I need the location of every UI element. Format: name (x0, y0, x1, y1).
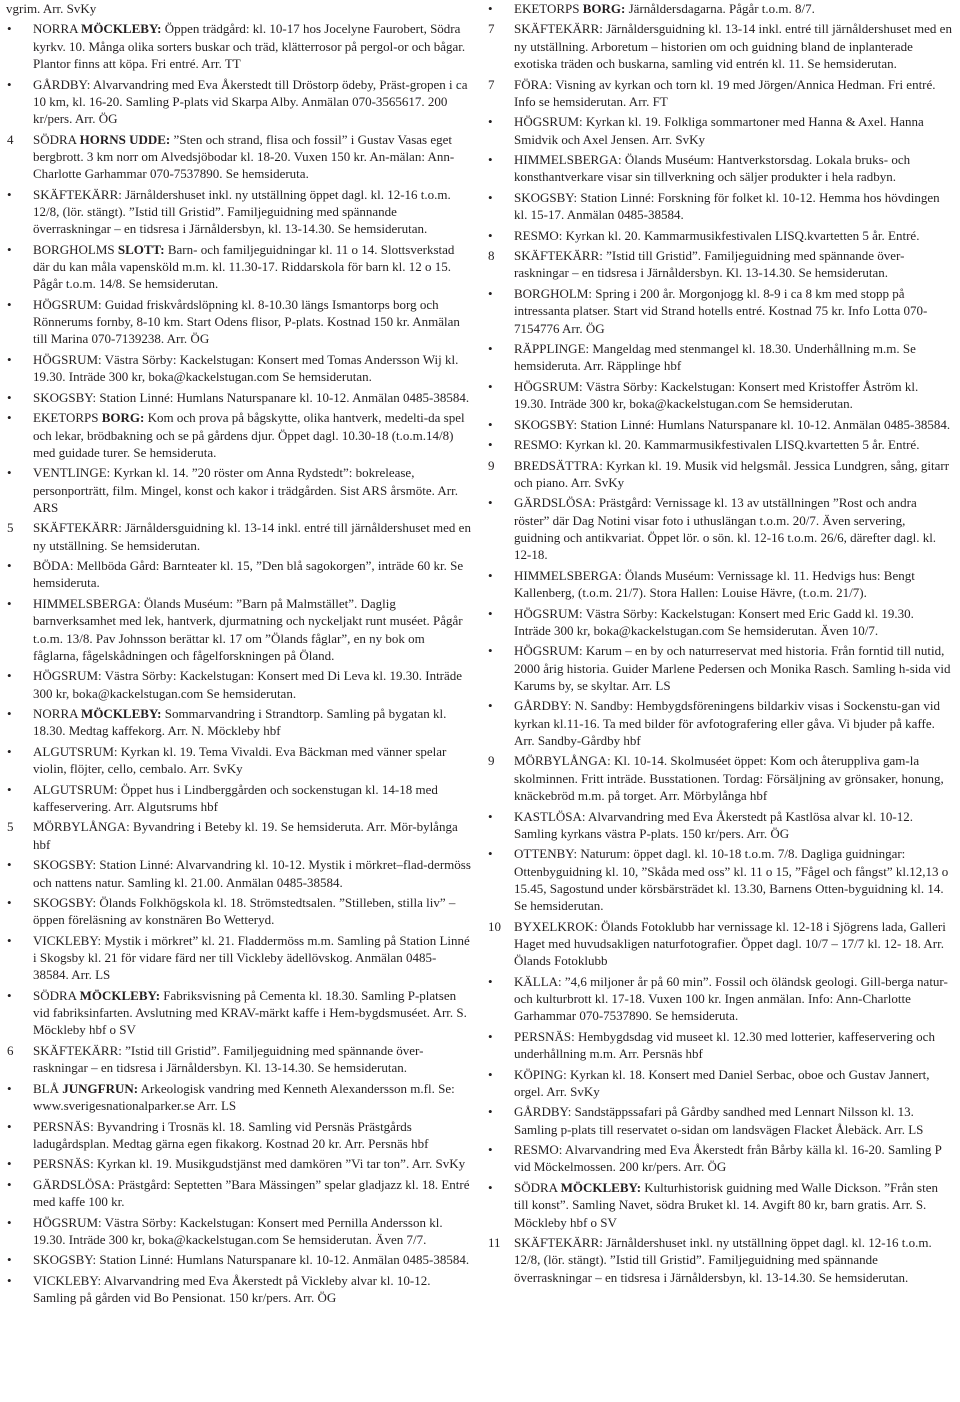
bullet-marker: • (488, 846, 493, 862)
event-entry (6, 241, 472, 293)
bullet-marker: • (7, 781, 12, 797)
bullet-marker: • (488, 973, 493, 989)
event-entry (487, 973, 953, 1025)
event-entry (6, 1155, 472, 1172)
place-name-bold: BORG: (101, 410, 145, 426)
event-text (514, 494, 953, 563)
event-text (514, 1103, 953, 1138)
event-text-part: SKÄFTEKÄRR: Järnåldershuset inkl. ny utställning öppet dagl. kl. 12-16 t.o.m. 12/8, (lör. stängt). ”Istid till Gristid”. Familjeguidning med spännande överraskningar – en tidsresa i Järnåldersbyn, kl. 13-14.30. Se hemsiderutan. (33, 186, 451, 237)
event-text-part: SÖDRA (33, 987, 80, 1003)
event-text-part: BÖDA: Mellböda Gård: Barnteater kl. 15, ”Den blå sagokorgen”, inträde 60 kr. Se hemsideruta. (33, 558, 464, 591)
event-text (33, 856, 472, 891)
date-marker: 10 (488, 918, 501, 934)
date-marker: 8 (488, 248, 495, 264)
event-entry (487, 457, 953, 492)
event-text (514, 808, 953, 843)
bullet-marker: • (488, 1066, 493, 1082)
date-marker: 9 (488, 753, 495, 769)
event-entry (6, 856, 472, 891)
event-entry (6, 894, 472, 929)
event-text (33, 1118, 472, 1153)
place-name-bold: BORG: (582, 1, 626, 16)
event-text (514, 436, 953, 453)
event-text-part: EKETORPS (33, 410, 102, 426)
event-entry (487, 642, 953, 694)
bullet-marker: • (7, 1252, 12, 1268)
event-text-part: RESMO: Kyrkan kl. 20. Kammarmusikfestivalen LISQ.kvartetten 5 år. Entré. (514, 227, 920, 243)
event-text-part: HÖGSRUM: Kyrkan kl. 19. Folkliga sommartoner med Hanna & Axel. Hanna Smidvik och Axel Jensen. Arr. SvKy (514, 114, 924, 147)
bullet-marker: • (488, 378, 493, 394)
event-entry (6, 464, 472, 516)
event-entry (487, 340, 953, 375)
event-text-part: BORGHOLM: Spring i 200 år. Morgonjogg kl. 8-9 i ca 8 km med stopp på intressanta platser. Start vid Strand hotells entré. Kostnad 75 kr. Info Lotta 070-7154776 Arr. ÖG (514, 285, 928, 336)
event-text-part: HÖGSRUM: Västra Sörby: Kackelstugan: Konsert med Tomas Andersson Wij kl. 19.30. Inträde 300 kr, boka@kackelstugan.com Se hemsiderutan. (33, 351, 459, 385)
event-entry (6, 557, 472, 592)
bullet-marker: • (7, 987, 12, 1003)
bullet-marker: • (488, 189, 493, 205)
event-text (33, 296, 472, 348)
event-entry (487, 1141, 953, 1176)
event-text (33, 987, 472, 1039)
bullet-marker: • (488, 1, 493, 16)
event-text-part: FÖRA: Visning av kyrkan och torn kl. 19 med Jörgen/Annica Hedman. Fri entré. Info se hemsiderutan. Arr. FT (514, 76, 936, 109)
bullet-marker: • (7, 932, 12, 948)
event-text (514, 76, 953, 111)
bullet-marker: • (7, 1118, 12, 1134)
event-text-part: GÅRDBY: N. Sandby: Hembygdsföreningens bildarkiv visas i Sockenstu-gan vid kyrkan kl.11-16. Ta med bilder för avfotografering eller gåva. Vi bjuder på kaffe. Arr. Sandby-Gårdby hbf (514, 698, 940, 748)
bullet-marker: • (7, 410, 12, 426)
event-entry (6, 987, 472, 1039)
event-entry (487, 76, 953, 111)
event-text (33, 1251, 472, 1268)
date-marker: 11 (488, 1235, 501, 1251)
bullet-marker: • (7, 465, 12, 481)
event-text (514, 1066, 953, 1101)
bullet-marker: • (7, 1272, 12, 1288)
event-entry (6, 743, 472, 778)
event-entry (487, 1103, 953, 1138)
event-text-part: GÄRDSLÖSA: Prästgård: Vernissage kl. 13 av utställningen ”Rost och andra röster” där Dag Notini visar foto i uthuslängan t.o.m. 20/7. Även servering, guidning och antikvariat. Öppet lör. o sön. kl. 12-16 t.o.m. 26/6, därefter dagl. kl. 12-18. (514, 495, 937, 563)
event-text-part: HIMMELSBERGA: Ölands Muséum: ”Barn på Malmstället”. Daglig barnverksamhet med lek, hantverk, djurmatning och nyckeljakt runt muséet. Pågår t.o.m. 13/8. Pav Johnsson berättar kl. 17 om ”Ölands fåglar”, en ny bok om fåglarna, fågelskådningen och fågelforskningen på Öland. (33, 595, 463, 663)
bullet-marker: • (7, 558, 12, 574)
event-text-part: SKOGSBY: Ölands Folkhögskola kl. 18. Strömstedtsalen. ”Stilleben, stilla liv” – öppen föreläsning av konstnären Bo Wetteryd. (33, 895, 456, 928)
event-text (514, 845, 953, 914)
event-text (514, 151, 953, 186)
event-text-part: SKOGSBY: Station Linné: Humlans Naturspanare kl. 10-12. Anmälan 0485-38584. (514, 416, 951, 432)
event-entry (487, 808, 953, 843)
event-text (514, 752, 953, 804)
event-text-part: Sommarvandring i Strandtorp. Samling på bygatan kl. 18.30. Medtag kaffekorg. Arr. N. Möckleby hbf (33, 706, 447, 739)
event-text (33, 1272, 472, 1307)
bullet-marker: • (7, 895, 12, 910)
left-column (6, 0, 472, 1310)
event-text-part: SKÄFTEKÄRR: ”Istid till Gristid”. Familjeguidning med spännande över-raskningar – en tidsresa i Järnåldersbyn. Kl. 13-14.30. Se hemsiderutan. (33, 1042, 424, 1076)
bullet-marker: • (7, 706, 12, 722)
event-text (514, 1179, 953, 1231)
event-text-part: VICKLEBY: Alvarvandring med Eva Åkerstedt på Vickleby alvar kl. 10-12. Samling på gården vid Bo Pensionat. 150 kr/pers. Arr. ÖG (33, 1272, 431, 1306)
place-name-bold: HORNS UDDE: (79, 131, 171, 147)
event-text-part: HÖGSRUM: Västra Sörby: Kackelstugan: Konsert med Kristoffer Åström kl. 19.30. Inträde 300 kr, boka@kackelstugan.com Se hemsiderutan. (514, 378, 919, 412)
event-entry (6, 595, 472, 664)
event-text-part: PERSNÄS: Hembygdsdag vid museet kl. 12.30 med lotterier, kaffeservering och underhållning m.m. Arr. Persnäs hbf (514, 1028, 935, 1062)
event-entry (6, 389, 472, 406)
event-text-part: Öppen trädgård: kl. 10-17 hos Jocelyne Faurobert, Södra kyrkv. 10. Många olika sorters buskar och träd, klätterrosor på pergol-or och bågar. Plantor finns att köpa. Fri entré. Arr. TT (33, 21, 466, 72)
event-text-part: HIMMELSBERGA: Ölands Muséum: Vernissage kl. 11. Hedvigs hus: Bengt Kallenberg, (t.o.m. 21/7). Stora Hallen: Louise Hävre, (t.o.m. 21/7). (514, 567, 915, 601)
event-text (514, 340, 953, 375)
event-text (33, 705, 472, 740)
event-text-part: RÄPPLINGE: Mangeldag med stenmangel kl. 18.30. Underhållning m.m. Se hemsideruta. Arr. Räpplinge hbf (514, 341, 916, 374)
event-text-part: SÖDRA (33, 131, 80, 147)
event-entry (487, 285, 953, 337)
event-entry (6, 409, 472, 461)
event-entry (6, 667, 472, 702)
bullet-marker: • (488, 437, 493, 453)
event-text (514, 567, 953, 602)
event-text (33, 186, 472, 238)
bullet-marker: • (488, 227, 493, 243)
bullet-marker: • (7, 743, 12, 759)
date-marker: 6 (7, 1042, 14, 1058)
event-text-part: Järnåldersdagarna. Pågår t.o.m. 8/7. (625, 1, 815, 16)
event-entry (487, 247, 953, 282)
bullet-marker: • (488, 698, 493, 714)
event-text (514, 378, 953, 413)
event-entry (487, 378, 953, 413)
bullet-marker: • (488, 341, 493, 357)
event-text-part: SKOGSBY: Station Linné: Forskning för folket kl. 10-12. Hemma hos hövdingen kl. 15-17. Anmälan 0485-38584. (514, 189, 940, 223)
event-text (33, 743, 472, 778)
event-text-part: ”Sten och strand, flisa och fossil” i Gustav Vasas eget bergbrott. 3 km norr om Alvedsjöbodar kl. 18-20. Vuxen 150 kr. An-mälan: Ann-Charlotte Garhammar 070-7537890. Se hemsideruta. (33, 131, 455, 182)
event-text-part: MÖRBYLÅNGA: Byvandring i Beteby kl. 19. Se hemsideruta. Arr. Mör-bylånga hbf (33, 819, 458, 852)
event-entry (6, 20, 472, 72)
event-text (514, 1028, 953, 1063)
event-entry (6, 76, 472, 128)
event-entry (6, 1080, 472, 1115)
event-text-part: ALGUTSRUM: Öppet hus i Lindberggården och sockenstugan kl. 14-18 med kaffeservering. Arr. Algutsrums hbf (33, 781, 438, 814)
place-name-bold: MÖCKLEBY: (81, 21, 162, 37)
event-text-part: HÖGSRUM: Guidad friskvårdslöpning kl. 8-10.30 längs Ismantorps borg och Rönnerums fornby, 8-10 km. Start Odens flisor, P-plats. Kostnad 150 kr. Anmälan till Marina 070-7139238. Arr. ÖG (33, 296, 460, 347)
event-entry (6, 1251, 472, 1268)
event-text (33, 595, 472, 664)
event-entry (487, 0, 953, 17)
event-entry (6, 131, 472, 183)
event-text-part: RESMO: Kyrkan kl. 20. Kammarmusikfestivalen LISQ.kvartetten 5 år. Entré. (514, 437, 920, 453)
event-entry (6, 186, 472, 238)
event-entry (487, 1066, 953, 1101)
event-text (33, 389, 472, 406)
bullet-marker: • (488, 1028, 493, 1044)
event-text-part: GÄRDSLÖSA: Prästgård: Septetten ”Bara Mässingen” spelar gladjazz kl. 18. Entré med kaffe 100 kr. (33, 1176, 470, 1210)
bullet-marker: • (7, 21, 12, 37)
event-text (514, 20, 953, 72)
event-entry (6, 781, 472, 816)
bullet-marker: • (488, 643, 493, 659)
event-text-part: NORRA (33, 21, 82, 37)
event-text (514, 918, 953, 970)
event-text (33, 241, 472, 293)
event-entry (487, 752, 953, 804)
event-text (33, 131, 472, 183)
bullet-marker: • (7, 1156, 12, 1172)
event-text (33, 20, 472, 72)
event-text (514, 1234, 953, 1286)
event-entry (487, 189, 953, 224)
event-text (514, 113, 953, 148)
bullet-marker: • (7, 1080, 12, 1096)
bullet-marker: • (7, 857, 12, 873)
event-text (33, 519, 472, 554)
event-text (33, 1080, 472, 1115)
event-entry (6, 1272, 472, 1307)
event-text-part: SÖDRA (514, 1179, 561, 1195)
bullet-marker: • (7, 186, 12, 202)
bullet-marker: • (488, 605, 493, 621)
event-entry (6, 705, 472, 740)
event-text-part: Kom och prova på bågskytte, olika hantverk, medelti-da spel och lekar, brödbakning och se på gårdens djur. Öppet dagl. 10.30-18 (t.o.m.14/8) med guidade turer. Se hemsideruta. (33, 410, 465, 460)
event-text-part: Fabriksvisning på Cementa kl. 18.30. Samling P-platsen vid fabriksinfarten. Avslutning med KRAV-märkt kaffe i Hem-bygdsmuséet. Arr. S. Möckleby hbf o SV (33, 987, 467, 1038)
event-text-part: HÖGSRUM: Västra Sörby: Kackelstugan: Konsert med Di Leva kl. 19.30. Inträde 300 kr, boka@kackelstugan.com Se hemsiderutan. (33, 668, 463, 701)
event-text (514, 605, 953, 640)
event-text (514, 189, 953, 224)
event-text-part: SKÄFTEKÄRR: ”Istid till Gristid”. Familjeguidning med spännande över-raskningar – en tidsresa i Järnåldersbyn. Kl. 13-14.30. Se hemsiderutan. (514, 248, 905, 281)
event-text-part: Arkeologisk vandring med Kenneth Alexandersson m.fl. Se: www.sverigesnationalparker.se Arr. LS (33, 1080, 455, 1114)
bullet-marker: • (7, 296, 12, 312)
place-name-bold: MÖCKLEBY: (560, 1179, 642, 1195)
date-marker: 7 (488, 76, 495, 92)
event-text (33, 667, 472, 702)
event-text (514, 697, 953, 749)
bullet-marker: • (7, 76, 12, 92)
event-text-part: Kulturhistorisk guidning med Walle Dickson. ”Från sten till konst”. Samling Navet, södra Bruket kl. 14. Avgift 80 kr, barn gratis. Arr. S. Möckleby hbf o SV (514, 1179, 938, 1230)
event-text (514, 1141, 953, 1176)
event-text-part: HIMMELSBERGA: Ölands Muséum: Hantverkstorsdag. Lokala bruks- och konsthantverkare visar sin tillverkning och säljer produkter i hela radbyn. (514, 152, 911, 185)
event-text-part: VENTLINGE: Kyrkan kl. 14. ”20 röster om Anna Rydstedt”: bokrelease, personporträtt, film. Mingel, konst och kakor i trädgården. Sist ARS årsmöte. Arr. ARS (33, 465, 458, 515)
event-text (33, 1042, 472, 1077)
event-text-part: GÅRDBY: Alvarvandring med Eva Åkerstedt till Dröstorp ödeby, Präst-gropen i ca 10 km, kl. 16-20. Samling P-plats vid Skarpa Alby. Anmälan 070-3565617. 200 kr/pers. Arr. ÖG (33, 76, 468, 127)
date-marker: 4 (7, 131, 14, 147)
event-text (33, 351, 472, 386)
event-text-part: SKOGSBY: Station Linné: Alvarvandring kl. 10-12. Mystik i mörkret–flad-dermöss och nattens natur. Samling kl. 21.00. Anmälan 0485-38584. (33, 857, 471, 890)
bullet-marker: • (488, 495, 493, 511)
event-text-part: MÖRBYLÅNGA: Kl. 10-14. Skolmuséet öppet: Kom och återuppliva gam-la skolminnen. Fritt inträde. Busstationen. Tordag: Försäljning av grönsaker, honung, knäckebröd m.m. på torget. Arr. Mörbylånga hbf (514, 753, 944, 804)
event-entry (487, 113, 953, 148)
event-text-part: VICKLEBY: Mystik i mörkret” kl. 21. Fladdermöss m.m. Samling på Station Linné i Skogsby kl. 21 för vidare färd ner till Vickleby ädellövskog. Anmälan 0485-38584. Arr. LS (33, 932, 470, 983)
event-entry (6, 818, 472, 853)
event-text (514, 0, 953, 17)
right-column (487, 0, 953, 1289)
bullet-marker: • (488, 152, 493, 168)
event-entry (487, 697, 953, 749)
date-marker: 5 (7, 819, 14, 835)
place-name-bold: SLOTT: (117, 241, 165, 257)
event-text-part: KÄLLA: ”4,6 miljoner år på 60 min”. Fossil och öländsk geologi. Gill-berga natur- och kulturbrott kl. 17-18. Vuxen 100 kr. Ingen anmälan. Info: Ann-Charlotte Garhammar 070-7537890. Se hemsideruta. (514, 973, 948, 1024)
event-entry (6, 519, 472, 554)
date-marker: 9 (488, 457, 495, 473)
bullet-marker: • (488, 285, 493, 301)
event-text-part: HÖGSRUM: Karum – en by och naturreservat med historia. Från forntid till nutid, 2000 årig historia. Guider Marlene Pedersen och Monika Rasch. Samling h-sida vid Karums by, se skyltar. Arr. LS (514, 643, 951, 693)
event-text (33, 781, 472, 816)
bullet-marker: • (7, 389, 12, 405)
event-entry (6, 351, 472, 386)
event-entry (487, 1028, 953, 1063)
event-text-part: RESMO: Alvarvandring med Eva Åkerstedt från Bårby källa kl. 16-20. Samling P vid Möckelmossen. 200 kr/pers. Arr. ÖG (514, 1142, 942, 1175)
event-text-part: KÖPING: Kyrkan kl. 18. Konsert med Daniel Serbac, oboe och Gustav Jannert, orgel. Arr. SvKy (514, 1066, 930, 1099)
event-entry (6, 932, 472, 984)
event-entry (6, 1214, 472, 1249)
date-marker: 7 (488, 21, 495, 37)
bullet-marker: • (488, 1104, 493, 1120)
event-entry (487, 20, 953, 72)
event-text-part: SKOGSBY: Station Linné: Humlans Naturspanare kl. 10-12. Anmälan 0485-38584. (33, 389, 470, 405)
event-text-part: BLÅ (33, 1080, 63, 1096)
event-entry (6, 1176, 472, 1211)
event-entry (487, 845, 953, 914)
event-text-part: SKOGSBY: Station Linné: Humlans Naturspanare kl. 10-12. Anmälan 0485-38584. (33, 1252, 470, 1268)
event-text (33, 932, 472, 984)
event-text (33, 557, 472, 592)
event-text-part: HÖGSRUM: Västra Sörby: Kackelstugan: Konsert med Pernilla Andersson kl. 19.30. Inträde 300 kr, boka@kackelstugan.com Se hemsiderutan. Även 7/7. (33, 1214, 443, 1247)
event-text-part: BREDSÄTTRA: Kyrkan kl. 19. Musik vid helgsmål. Jessica Lundgren, sång, gitarr och piano. Arr. SvKy (514, 457, 950, 490)
event-entry (487, 227, 953, 244)
bullet-marker: • (488, 114, 493, 130)
event-text-part: PERSNÄS: Byvandring i Trosnäs kl. 18. Samling vid Persnäs Prästgårds ladugårdsplan. Medtag gärna egen fikakorg. Kostnad 20 kr. Arr. Persnäs hbf (33, 1118, 429, 1151)
event-text-part: KASTLÖSA: Alvarvandring med Eva Åkerstedt på Kastlösa alvar kl. 10-12. Samling kyrkans västra P-plats. 150 kr/pers. Arr. ÖG (514, 808, 913, 841)
event-entry (487, 416, 953, 433)
event-text-part: Barn- och familjeguidningar kl. 11 o 14. Slottsverkstad där du kan måla vapensköld m.m. kl. 11.30-17. Riddarskola för barn kl. 12 o 15. Pågår t.o.m. 14/8. Se hemsiderutan. (33, 241, 455, 292)
event-text-part: EKETORPS (514, 1, 583, 16)
event-text (33, 1176, 472, 1211)
event-text-part: PERSNÄS: Kyrkan kl. 19. Musikgudstjänst med damkören ”Vi tar ton”. Arr. SvKy (33, 1156, 466, 1172)
event-text (514, 227, 953, 244)
event-text (514, 457, 953, 492)
event-text-part: SKÄFTEKÄRR: Järnåldersguidning kl. 13-14 inkl. entré till järnåldershuset med en ny utställning. Se hemsiderutan. (33, 520, 471, 553)
event-text (33, 1155, 472, 1172)
event-entry (487, 918, 953, 970)
event-entry (6, 296, 472, 348)
event-text-part: ALGUTSRUM: Kyrkan kl. 19. Tema Vivaldi. Eva Bäckman med vänner spelar violin, flöjter, cello, cembalo. Arr. SvKy (33, 743, 447, 777)
event-text (33, 818, 472, 853)
bullet-marker: • (7, 1176, 12, 1192)
event-text (514, 973, 953, 1025)
event-entry (487, 494, 953, 563)
event-text-part: SKÄFTEKÄRR: Järnåldershuset inkl. ny utställning öppet dagl. kl. 12-16 t.o.m. 12/8, (lör. stängt). ”Istid till Gristid”. Familjeguidning med spännande överraskningar – en tidsresa i Järnåldersbyn, kl. 13-14.30. Se hemsiderutan. (514, 1235, 932, 1285)
bullet-marker: • (7, 1214, 12, 1230)
event-text-part: SKÄFTEKÄRR: Järnåldersguidning kl. 13-14 inkl. entré till järnåldershuset med en ny utställning. Arboretum – historien om och guidning bland de inplanterade exotiska träden och buskarna, samling vid entrén kl. 11. Se hemsiderutan. (514, 21, 952, 72)
event-text-part: NORRA (33, 706, 82, 722)
place-name-bold: MÖCKLEBY: (81, 706, 162, 722)
bullet-marker: • (488, 808, 493, 824)
bullet-marker: • (488, 1142, 493, 1158)
bullet-marker: • (7, 241, 12, 257)
intro-line: vgrim. Arr. SvKy (6, 1, 97, 16)
event-entry (487, 605, 953, 640)
event-text (514, 285, 953, 337)
event-entry (487, 436, 953, 453)
event-entry (487, 151, 953, 186)
event-entry (6, 1042, 472, 1077)
event-entry (487, 1179, 953, 1231)
place-name-bold: MÖCKLEBY: (79, 987, 161, 1003)
bullet-marker: • (488, 567, 493, 583)
event-text-part: GÅRDBY: Sandstäppssafari på Gårdby sandhed med Lennart Nilsson kl. 13. Samling p-plats till reservatet o-sidan om landsvägen Flacket Ålebäck. Arr. LS (514, 1104, 924, 1137)
event-entry (487, 1234, 953, 1286)
bullet-marker: • (7, 668, 12, 684)
event-text (514, 416, 953, 433)
event-text-part: BYXELKROK: Ölands Fotoklubb har vernissage kl. 12-18 i Sjögrens lada, Galleri Haget med huvudsakligen naturfotografier. Öppet dagl. 10/7 – 17/7 kl. 12- 18. Arr. Ölands Fotoklubb (514, 918, 946, 969)
bullet-marker: • (488, 1179, 493, 1195)
place-name-bold: JUNGFRUN: (62, 1080, 139, 1096)
event-text (33, 409, 472, 461)
bullet-marker: • (488, 416, 493, 432)
event-entry (487, 567, 953, 602)
event-text (514, 642, 953, 694)
event-text-part: OTTENBY: Naturum: öppet dagl. kl. 10-18 t.o.m. 7/8. Dagliga guidningar: Ottenbyguidning kl. 10, ”Skåda med oss” kl. 11 o 15, ”Fågel och fångst” kl.12,13 o 15.45, Sagostund under körsbärsträdet kl. 13.30, Barnens Otten-byguidning kl. 14. Se hemsiderutan. (514, 846, 949, 914)
event-text (33, 894, 472, 929)
event-entry (6, 1118, 472, 1153)
event-text-part: BORGHOLMS (33, 241, 118, 257)
event-text (33, 464, 472, 516)
date-marker: 5 (7, 520, 14, 536)
event-text (33, 76, 472, 128)
bullet-marker: • (7, 351, 12, 367)
event-text (33, 1214, 472, 1249)
event-text-part: HÖGSRUM: Västra Sörby: Kackelstugan: Konsert med Eric Gadd kl. 19.30. Inträde 300 kr, boka@kackelstugan.com Se hemsiderutan. Även 10/7. (514, 605, 914, 638)
event-text (514, 247, 953, 282)
bullet-marker: • (7, 595, 12, 611)
